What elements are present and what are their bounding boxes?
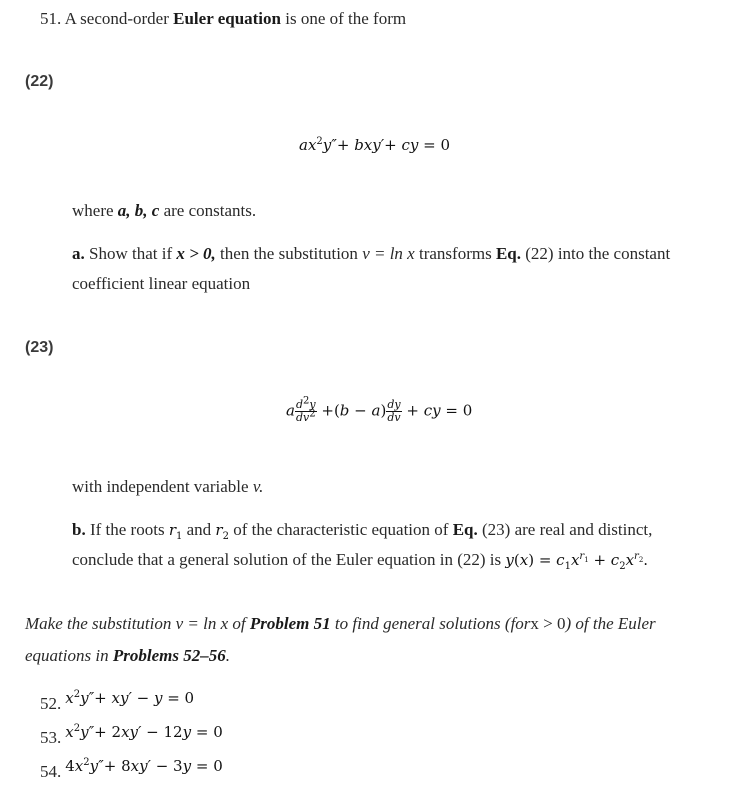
part-a-label: a. — [72, 244, 85, 263]
equation-23-label: (23) — [25, 339, 54, 356]
problem-51-intro: 51. A second-order Euler equation is one of the form — [40, 9, 407, 28]
part-a-line1: a. Show that if x > 0, then the substitution v = ln x transforms Eq. (22) into the constant — [72, 244, 671, 263]
part-a-line2: coefficient linear equation — [72, 274, 251, 293]
part-b-line1: b. If the roots $r_1$ and $r_2$ of the characteristic equation of Eq. (23) are real and distinct, — [72, 520, 653, 542]
problem-number: 54. — [40, 762, 62, 781]
problem-52 — [40, 689, 195, 714]
equation-22-label: (22) — [25, 73, 54, 90]
problem-54 — [40, 757, 223, 782]
independent-variable-note: with independent variable v. — [72, 477, 264, 496]
constants-note: where a, b, c are constants. — [72, 201, 257, 220]
euler-equation-term: Euler equation — [173, 9, 281, 28]
instruction-line1: Make the substitution v = ln x of Problem 51 to find general solutions (forx > 0) of the Euler — [25, 614, 656, 633]
problem-52-equation: $x^2y''+ xy' - y = 0$ — [65, 689, 195, 707]
general-solution-formula: $y(x) = c_1x^{r_1} + c_2x^{r_2}$. — [505, 551, 649, 572]
problem-number: 52. — [40, 694, 62, 713]
part-b-line2: conclude that a general solution of the Euler equation in (22) is $y(x) = c_1x^{r_1} + c_2x^{r_2}$. — [72, 550, 649, 572]
instruction-line2: equations in Problems 52–56. — [25, 646, 230, 665]
equation-23: a $\frac{d^2y}{dv^2}$ +(b − a) $\frac{dy}{dv}$ + cy = 0 — [286, 395, 473, 424]
problem-53-equation: $x^2y''+ 2xy' - 12y = 0$ — [65, 723, 223, 741]
problem-number: 53. — [40, 728, 62, 747]
problem-54-equation: $4x^2y''+ 8xy' - 3y = 0$ — [65, 757, 223, 775]
part-b-label: b. — [72, 520, 86, 539]
problem-53 — [40, 723, 223, 748]
equation-22: $ax^2y''+ bxy'+$ cy = 0 — [299, 136, 451, 154]
problem-number: 51. — [40, 9, 62, 28]
